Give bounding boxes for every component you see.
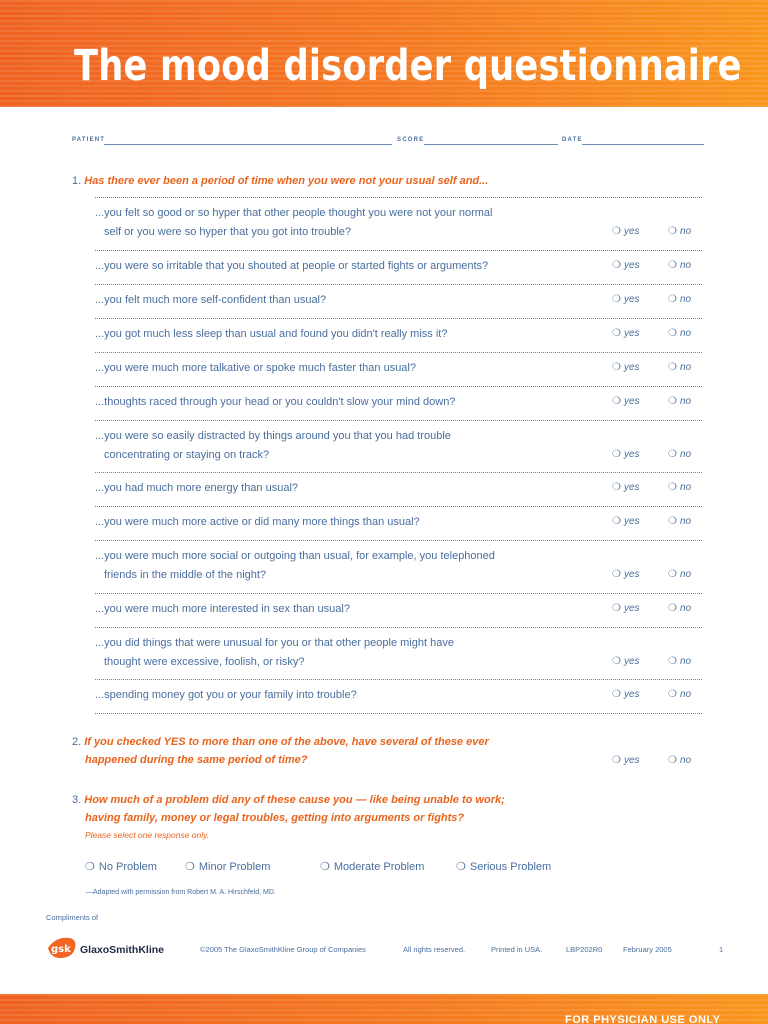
question-2-yes-option[interactable] xyxy=(612,755,640,767)
radio-circle-icon: ❍ xyxy=(668,259,677,271)
attribution: —Adapted with permission from Robert M. A. Hirschfeld, MD. xyxy=(86,889,276,896)
dotted-divider xyxy=(95,472,702,473)
yes-label: yes xyxy=(623,448,640,460)
question-3-text-1: How much of a problem did any of these cause you — like being unable to work; xyxy=(84,794,505,806)
dotted-divider xyxy=(95,420,702,421)
yes-label: yes xyxy=(623,755,640,766)
yes-label: yes xyxy=(623,293,640,305)
date-label: DATE xyxy=(562,137,583,143)
dotted-divider xyxy=(95,593,702,594)
yes-label: yes xyxy=(623,395,640,407)
yes-option[interactable] xyxy=(612,396,640,408)
page-number: 1 xyxy=(719,945,724,954)
question-3-line-1 xyxy=(72,793,505,807)
radio-circle-icon: ❍ xyxy=(668,655,677,667)
printed: Printed in USA. xyxy=(491,945,543,954)
question-1-text: Has there ever been a period of time when you were not your usual self and... xyxy=(84,175,489,187)
radio-circle-icon: ❍ xyxy=(612,448,621,460)
yes-label: yes xyxy=(623,689,640,700)
dotted-divider xyxy=(95,713,702,714)
yes-option[interactable] xyxy=(612,603,640,615)
no-option[interactable] xyxy=(668,260,691,272)
yes-label: yes xyxy=(623,361,640,373)
item-text: ...you felt so good or so hyper that other people thought you were not your normal xyxy=(95,207,493,219)
no-option[interactable] xyxy=(668,226,691,238)
yes-label: yes xyxy=(623,327,640,339)
radio-circle-icon: ❍ xyxy=(612,482,621,493)
no-option[interactable] xyxy=(668,656,691,668)
radio-circle-icon: ❍ xyxy=(668,226,677,237)
radio-circle-icon: ❍ xyxy=(185,861,195,873)
dotted-divider xyxy=(95,284,702,285)
yes-option[interactable] xyxy=(612,226,640,238)
no-label: no xyxy=(679,755,692,766)
question-1-number: 1. xyxy=(72,175,82,187)
document-code: LBP202R0 xyxy=(566,945,603,954)
radio-circle-icon: ❍ xyxy=(320,861,330,873)
item-text: ...you had much more energy than usual? xyxy=(95,482,299,494)
dotted-divider xyxy=(95,627,702,628)
date-field[interactable] xyxy=(582,144,704,145)
item-text: concentrating or staying on track? xyxy=(104,448,270,461)
item-text: ...spending money got you or your family into trouble? xyxy=(95,689,357,701)
radio-circle-icon: ❍ xyxy=(668,516,677,527)
choice-label: Serious Problem xyxy=(469,861,552,873)
question-3-instruction: Please select one response only. xyxy=(85,830,210,840)
question-2-line-2 xyxy=(85,753,307,767)
item-text: ...you did things that were unusual for you or that other people might have xyxy=(95,636,454,649)
yes-option[interactable] xyxy=(612,482,640,494)
yes-option[interactable] xyxy=(612,328,640,340)
question-2-line-1 xyxy=(72,735,489,749)
radio-circle-icon: ❍ xyxy=(612,327,621,339)
choice-label: Minor Problem xyxy=(198,861,271,873)
question-3-instruction-line xyxy=(85,828,209,842)
radio-circle-icon: ❍ xyxy=(612,689,621,700)
no-label: no xyxy=(679,293,692,305)
radio-circle-icon: ❍ xyxy=(668,569,677,580)
dotted-divider xyxy=(95,197,702,198)
choice-minor-problem[interactable] xyxy=(185,860,270,873)
choice-no-problem[interactable] xyxy=(85,860,157,873)
no-option[interactable] xyxy=(668,482,691,494)
copyright: ©2005 The GlaxoSmithKline Group of Companies xyxy=(200,945,366,954)
score-label: SCORE xyxy=(397,137,425,143)
no-option[interactable] xyxy=(668,689,691,701)
page-title: The mood disorder questionnaire xyxy=(74,41,742,91)
no-option[interactable] xyxy=(668,328,691,340)
patient-info-row xyxy=(72,134,704,148)
choice-label: Moderate Problem xyxy=(333,861,425,873)
radio-circle-icon: ❍ xyxy=(85,861,95,873)
yes-option[interactable] xyxy=(612,294,640,306)
no-option[interactable] xyxy=(668,362,691,374)
radio-circle-icon: ❍ xyxy=(668,293,677,305)
radio-circle-icon: ❍ xyxy=(612,361,621,373)
yes-option[interactable] xyxy=(612,260,640,272)
physician-use-label: FOR PHYSICIAN USE ONLY xyxy=(565,1014,721,1024)
no-option[interactable] xyxy=(668,603,691,615)
dotted-divider xyxy=(95,352,702,353)
item-text: ...thoughts raced through your head or you couldn't slow your mind down? xyxy=(95,395,456,408)
question-2-text-2: happened during the same period of time? xyxy=(85,754,308,766)
item-text: ...you were much more active or did many more things than usual? xyxy=(95,516,420,528)
patient-label: PATIENT xyxy=(72,137,106,143)
yes-option[interactable] xyxy=(612,569,640,581)
item-text: ...you were so easily distracted by things around you that you had trouble xyxy=(95,429,451,442)
compliments-label: Compliments of xyxy=(46,913,99,922)
radio-circle-icon: ❍ xyxy=(668,482,677,493)
radio-circle-icon: ❍ xyxy=(668,755,677,766)
question-3-number: 3. xyxy=(72,794,82,806)
question-3-line-2 xyxy=(85,811,464,825)
item-text: ...you were much more talkative or spoke much faster than usual? xyxy=(95,361,416,374)
no-label: no xyxy=(679,448,692,460)
dotted-divider xyxy=(95,250,702,251)
yes-label: yes xyxy=(623,569,640,580)
no-label: no xyxy=(679,361,692,373)
radio-circle-icon: ❍ xyxy=(668,689,677,700)
no-label: no xyxy=(679,395,692,407)
radio-circle-icon: ❍ xyxy=(612,602,621,614)
question-2-no-option[interactable] xyxy=(668,755,691,767)
radio-circle-icon: ❍ xyxy=(668,327,677,339)
radio-circle-icon: ❍ xyxy=(612,395,621,407)
no-option[interactable] xyxy=(668,569,691,581)
no-label: no xyxy=(679,516,692,527)
radio-circle-icon: ❍ xyxy=(612,259,621,271)
choice-serious-problem[interactable] xyxy=(456,860,551,873)
item-text: ...you were so irritable that you shouted at people or started fights or arguments? xyxy=(95,259,489,272)
no-label: no xyxy=(679,327,692,339)
question-2-number: 2. xyxy=(72,736,82,748)
no-label: no xyxy=(679,259,692,271)
rights: All rights reserved. xyxy=(403,945,466,954)
no-option[interactable] xyxy=(668,294,691,306)
question-3-text-2: having family, money or legal troubles, getting into arguments or fights? xyxy=(85,812,465,824)
yes-label: yes xyxy=(623,259,640,271)
company-name: GlaxoSmithKline xyxy=(80,944,165,956)
yes-option[interactable] xyxy=(612,689,640,701)
radio-circle-icon: ❍ xyxy=(612,293,621,305)
radio-circle-icon: ❍ xyxy=(668,448,677,460)
radio-circle-icon: ❍ xyxy=(668,395,677,407)
dotted-divider xyxy=(95,506,702,507)
document-date: February 2005 xyxy=(623,945,672,954)
question-1 xyxy=(72,174,488,188)
item-text: ...you felt much more self-confident than usual? xyxy=(95,293,327,306)
item-text: friends in the middle of the night? xyxy=(104,569,267,581)
yes-option[interactable] xyxy=(612,516,640,528)
yes-label: yes xyxy=(623,482,640,493)
logo-mark: gsk xyxy=(51,944,71,955)
radio-circle-icon: ❍ xyxy=(612,226,621,237)
choice-moderate-problem[interactable] xyxy=(320,860,424,873)
no-label: no xyxy=(679,482,692,493)
dotted-divider xyxy=(95,386,702,387)
item-text: thought were excessive, foolish, or risky? xyxy=(104,655,305,668)
no-option[interactable] xyxy=(668,396,691,408)
no-option[interactable] xyxy=(668,516,691,528)
choice-label: No Problem xyxy=(98,861,157,873)
yes-option[interactable] xyxy=(612,362,640,374)
item-text: self or you were so hyper that you got into trouble? xyxy=(104,226,352,238)
no-label: no xyxy=(679,602,692,614)
yes-label: yes xyxy=(623,602,640,614)
footer-banner xyxy=(0,994,768,1024)
dotted-divider xyxy=(95,540,702,541)
item-text: ...you were much more interested in sex than usual? xyxy=(95,602,350,615)
dotted-divider xyxy=(95,318,702,319)
radio-circle-icon: ❍ xyxy=(668,361,677,373)
score-field[interactable] xyxy=(424,144,558,145)
header-banner xyxy=(0,0,768,107)
item-text: ...you got much less sleep than usual and found you didn't really miss it? xyxy=(95,327,448,340)
no-label: no xyxy=(679,226,692,237)
no-label: no xyxy=(679,689,692,700)
radio-circle-icon: ❍ xyxy=(668,602,677,614)
no-option[interactable] xyxy=(668,449,691,461)
no-label: no xyxy=(679,569,692,580)
yes-option[interactable] xyxy=(612,656,640,668)
yes-option[interactable] xyxy=(612,449,640,461)
radio-circle-icon: ❍ xyxy=(612,755,621,766)
question-2-text-1: If you checked YES to more than one of the above, have several of these ever xyxy=(84,736,489,748)
yes-label: yes xyxy=(623,226,640,237)
yes-label: yes xyxy=(623,516,640,527)
yes-label: yes xyxy=(623,655,640,667)
gsk-logo-icon xyxy=(46,934,78,960)
radio-circle-icon: ❍ xyxy=(456,861,466,873)
radio-circle-icon: ❍ xyxy=(612,569,621,580)
radio-circle-icon: ❍ xyxy=(612,655,621,667)
item-text: ...you were much more social or outgoing than usual, for example, you telephoned xyxy=(95,550,495,562)
no-label: no xyxy=(679,655,692,667)
radio-circle-icon: ❍ xyxy=(612,516,621,527)
dotted-divider xyxy=(95,679,702,680)
patient-field[interactable] xyxy=(104,144,392,145)
